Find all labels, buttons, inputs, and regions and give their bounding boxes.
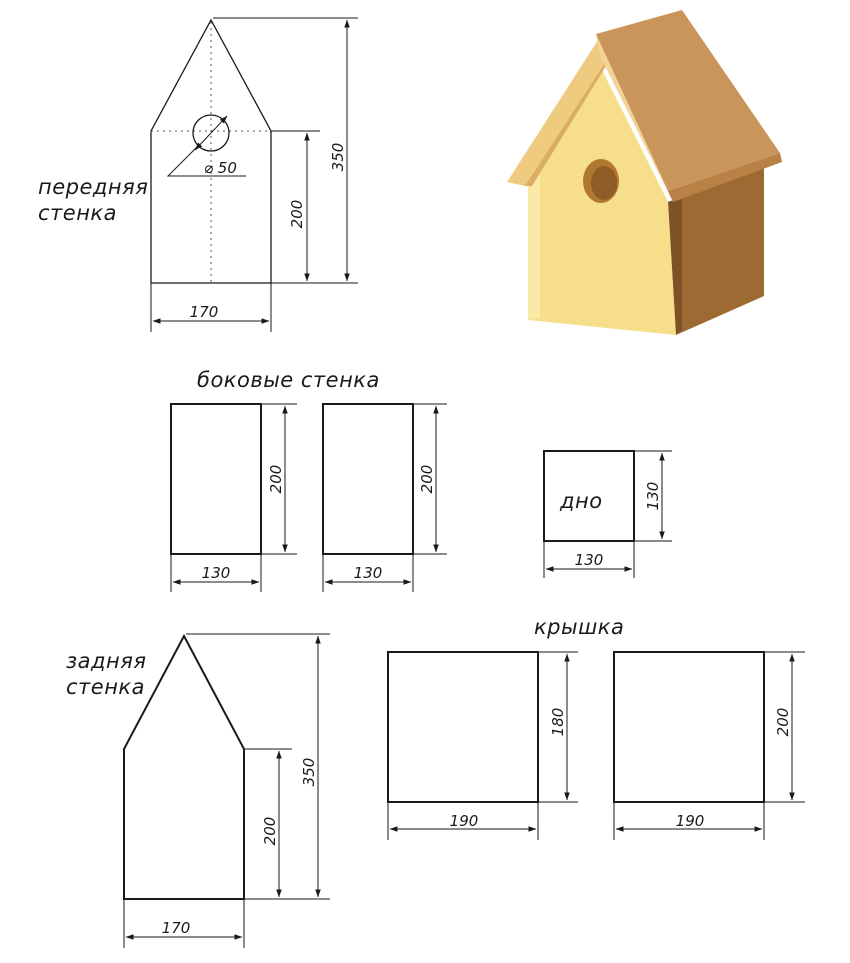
roof-label: крышка	[534, 615, 625, 639]
front-wall-label-1: передняя	[38, 175, 149, 199]
bottom-label: дно	[560, 489, 603, 513]
front-height-total-text: 350	[329, 142, 347, 172]
roof-panel-right	[614, 652, 764, 802]
bottom-height-text: 130	[644, 481, 662, 511]
side-wall-left	[171, 404, 261, 554]
back-wall-label-2: стенка	[66, 675, 145, 699]
front-width-text: 170	[189, 303, 219, 321]
side-wall-left-drawing	[171, 404, 297, 592]
back-height-total-text: 350	[300, 757, 318, 787]
back-height-wall-text: 200	[261, 816, 279, 846]
roof-right-width-text: 190	[675, 812, 705, 830]
entrance-hole-inner	[591, 166, 617, 200]
bottom-width-text: 130	[574, 551, 604, 569]
hole-diameter-dimension	[195, 116, 227, 150]
roof-left-width-text: 190	[449, 812, 479, 830]
back-width-text: 170	[161, 919, 191, 937]
roof-panel-left	[388, 652, 538, 802]
side-left-width-text: 130	[201, 564, 231, 582]
back-wall-label-1: задняя	[66, 649, 147, 673]
front-wall-drawing	[38, 18, 358, 332]
side-wall-right-drawing	[323, 404, 447, 592]
birdhouse-illustration	[507, 10, 782, 335]
side-right-height-text: 200	[418, 464, 436, 494]
front-height-wall-text: 200	[288, 199, 306, 229]
roof-right-height-text: 200	[774, 707, 792, 737]
front-wall-label-2: стенка	[38, 201, 117, 225]
side-left-height-text: 200	[267, 464, 285, 494]
side-walls-label: боковые стенка	[197, 368, 380, 392]
roof-left-drawing	[388, 652, 578, 840]
roof-right-drawing	[614, 652, 805, 840]
back-wall-drawing	[66, 634, 330, 948]
hole-diameter-text: ⌀ 50	[204, 159, 237, 177]
side-right-width-text: 130	[353, 564, 383, 582]
side-wall-right	[323, 404, 413, 554]
roof-left-height-text: 180	[549, 707, 567, 737]
bottom-drawing	[544, 451, 672, 578]
